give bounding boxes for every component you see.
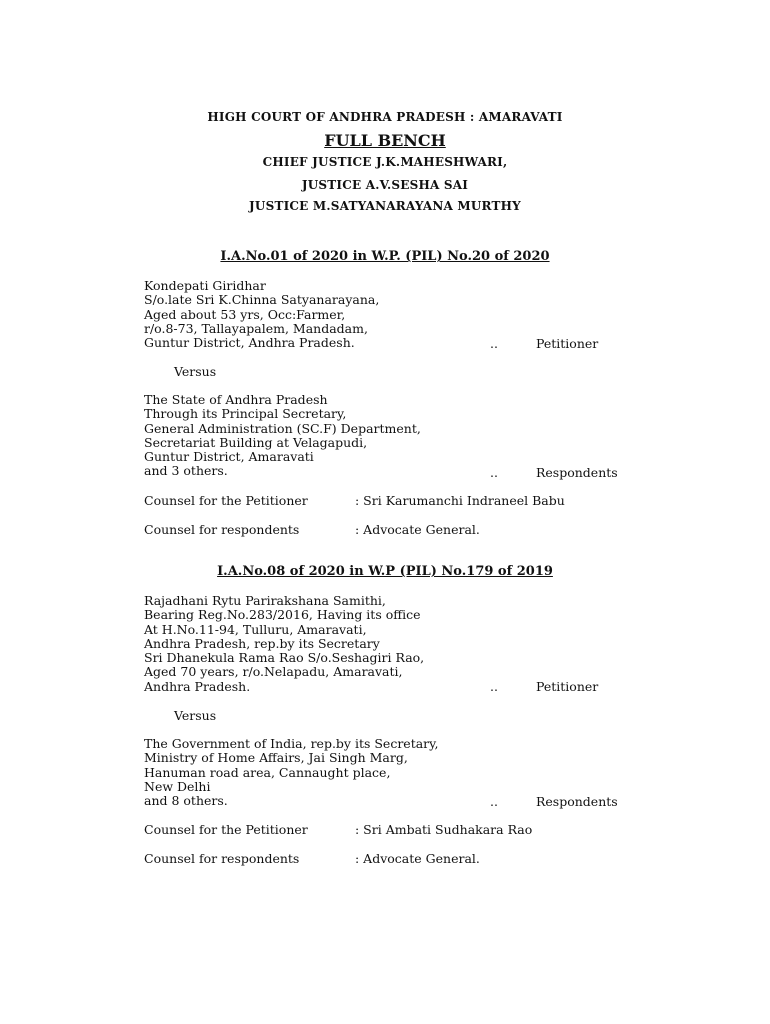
address-line: Guntur District, Amaravati bbox=[144, 449, 314, 465]
address-line: r/o.8-73, Tallayapalem, Mandadam, bbox=[144, 320, 368, 336]
counsel-petitioner-label-2: Counsel for the Petitioner bbox=[144, 822, 308, 837]
address-line: Bearing Reg.No.283/2016, Having its office bbox=[144, 607, 421, 623]
address-line: Guntur District, Andhra Pradesh. bbox=[144, 335, 355, 351]
counsel-petitioner-value-2: : Sri Ambati Sudhakara Rao bbox=[355, 822, 533, 837]
address-line: and 8 others. bbox=[144, 793, 228, 809]
address-line: Sri Dhanekula Rama Rao S/o.Seshagiri Rao, bbox=[144, 650, 425, 666]
court-heading: HIGH COURT OF ANDHRA PRADESH : AMARAVATI bbox=[207, 110, 563, 124]
address-line: Aged 70 years, r/o.Nelapadu, Amaravati, bbox=[144, 664, 403, 680]
counsel-respondents-value-1: : Advocate General. bbox=[355, 522, 480, 537]
role-separator: .. bbox=[490, 794, 498, 809]
address-line: Ministry of Home Affairs, Jai Singh Marg, bbox=[144, 750, 408, 766]
role-separator: .. bbox=[490, 679, 498, 694]
address-line: Kondepati Giridhar bbox=[144, 278, 266, 293]
address-line: Hanuman road area, Cannaught place, bbox=[144, 764, 391, 780]
petitioner-address-2 bbox=[144, 594, 424, 694]
address-line: S/o.late Sri K.Chinna Satyanarayana, bbox=[144, 292, 380, 308]
address-line: The State of Andhra Pradesh bbox=[144, 392, 328, 407]
case-title-2: I.A.No.08 of 2020 in W.P (PIL) No.179 of 2019 bbox=[217, 564, 553, 579]
judge-2: JUSTICE A.V.SESHA SAI bbox=[301, 178, 469, 192]
respondent-address-1 bbox=[144, 393, 421, 479]
role-separator: .. bbox=[490, 336, 498, 351]
petitioner-role-2: Petitioner bbox=[536, 679, 599, 694]
counsel-petitioner-label-1: Counsel for the Petitioner bbox=[144, 493, 308, 508]
judge-3: JUSTICE M.SATYANARAYANA MURTHY bbox=[249, 199, 521, 213]
role-separator: .. bbox=[490, 465, 498, 480]
respondent-address-2 bbox=[144, 737, 439, 808]
address-line: Andhra Pradesh. bbox=[144, 678, 251, 694]
address-line: Andhra Pradesh, rep.by its Secretary bbox=[144, 635, 380, 651]
respondent-role-2: Respondents bbox=[536, 794, 618, 809]
address-line: General Administration (SC.F) Department, bbox=[144, 420, 421, 436]
petitioner-role-1: Petitioner bbox=[536, 336, 599, 351]
case-title-1: I.A.No.01 of 2020 in W.P. (PIL) No.20 of 2020 bbox=[220, 249, 550, 264]
counsel-respondents-label-2: Counsel for respondents bbox=[144, 851, 300, 866]
address-line: Rajadhani Rytu Parirakshana Samithi, bbox=[144, 593, 386, 608]
address-line: Secretariat Building at Velagapudi, bbox=[144, 434, 368, 450]
counsel-petitioner-value-1: : Sri Karumanchi Indraneel Babu bbox=[355, 493, 565, 508]
address-line: Through its Principal Secretary, bbox=[144, 406, 347, 422]
versus-label-1: Versus bbox=[174, 364, 217, 379]
judge-1: CHIEF JUSTICE J.K.MAHESHWARI, bbox=[262, 155, 508, 169]
respondent-role-1: Respondents bbox=[536, 465, 618, 480]
address-line: Aged about 53 yrs, Occ:Farmer, bbox=[144, 306, 346, 322]
address-line: New Delhi bbox=[144, 778, 211, 794]
versus-label-2: Versus bbox=[174, 708, 217, 723]
address-line: The Government of India, rep.by its Secretary, bbox=[144, 736, 439, 751]
address-line: and 3 others. bbox=[144, 463, 228, 479]
counsel-respondents-label-1: Counsel for respondents bbox=[144, 522, 300, 537]
bench-title: FULL BENCH bbox=[324, 131, 446, 150]
address-line: At H.No.11-94, Tulluru, Amaravati, bbox=[144, 621, 367, 637]
petitioner-address-1 bbox=[144, 279, 379, 350]
counsel-respondents-value-2: : Advocate General. bbox=[355, 851, 480, 866]
